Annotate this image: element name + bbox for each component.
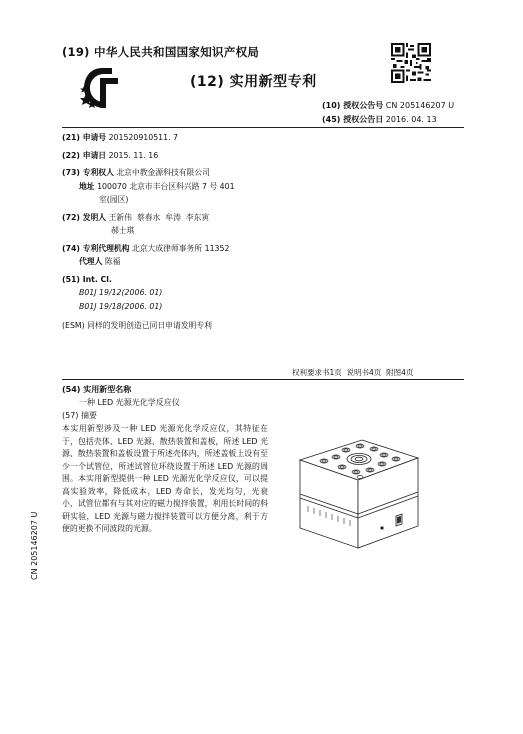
application-number: 201520910511. 7: [108, 133, 179, 142]
pub-date: 2016. 04. 13: [385, 115, 437, 124]
intcl-row: [62, 273, 462, 314]
agency-label: (74) 专利代理机构: [62, 243, 130, 253]
owner-label: (73) 专利权人: [62, 168, 114, 177]
pub-number: CN 205146207 U: [385, 101, 455, 110]
side-patent-number: CN 205146207 U: [30, 511, 39, 580]
title-label: (54) 实用新型名称: [62, 385, 132, 394]
utility-model-title: 一种 LED 光源光化学反应仪: [79, 398, 180, 407]
owner-name: 北京中教金源科技有限公司: [116, 168, 210, 177]
page-counts: 权利要求书1页 说明书4页 附图4页: [292, 368, 414, 377]
agent-label: 代理人: [79, 257, 103, 266]
abstract-label: (57) 摘要: [62, 411, 97, 420]
agent-name: 陈福: [104, 257, 121, 266]
abstract-text: 本实用新型涉及一种 LED 光源光化学反应仪，其特征在于，包括壳体、LED 光源、散热装置和盖板，所述 LED 光源、散热装置和盖板设置于所述壳体内，所述盖板上设有至少一个试管位，所述试管位环绕设置于所述 LED 光源的周围。本实用新型提供一种 LED 光源光化学反应仪，可以提高实验效率，降低成本，LED 寿命长，发光均匀，光衰小，试管位都有与其对应的磁力搅拌装置，利用长时间的科研实验，LED 光源与磁力搅拌装置可以方便分离，利于方便的更换不同波段的光源。: [62, 424, 268, 533]
esm-note: (ESM) 同样的发明创造已同日申请发明专利: [62, 321, 212, 330]
application-date: 2015. 11. 16: [108, 150, 159, 160]
inventor-label: (72) 发明人: [62, 212, 107, 222]
reactor-drawing: [296, 432, 422, 550]
application-number-row: [62, 131, 462, 145]
qr-code-icon: [391, 43, 431, 83]
document-type: (12) 实用新型专利: [190, 74, 317, 90]
intcl-item-2: B01J 19/18(2006. 01): [79, 301, 163, 311]
application-date-row: [62, 149, 462, 163]
agency-name: 北京大成律师事务所 11352: [131, 243, 230, 253]
utility-model-title-section: [62, 383, 180, 409]
application-number-label: (21) 申请号: [62, 133, 107, 142]
address-line-2: 室(园区): [99, 195, 129, 204]
owner-row: [62, 166, 462, 207]
intcl-item-1: B01J 19/12(2006. 01): [79, 288, 163, 297]
publication-info: [322, 99, 454, 127]
bibliographic-data: [62, 131, 462, 337]
pub-number-label: (10) 授权公告号: [322, 101, 384, 110]
intcl-label: (51) Int. Cl.: [62, 274, 112, 284]
address-label: 地址: [79, 181, 95, 191]
divider-middle: [62, 379, 464, 380]
inventor-row: [62, 211, 462, 238]
sipo-logo-icon: [78, 64, 126, 112]
inventors-line-1: 王新伟 蔡春水 牟涛 李东寅: [108, 212, 210, 222]
application-date-label: (22) 申请日: [62, 150, 107, 160]
address-line-1: 100070 北京市丰台区科兴路 7 号 401: [97, 181, 235, 191]
divider-top: [62, 127, 464, 128]
inventors-line-2: 郝士琪: [111, 226, 135, 235]
office-name: (19) 中华人民共和国国家知识产权局: [62, 45, 260, 59]
agency-row: [62, 242, 462, 269]
pub-date-label: (45) 授权公告日: [322, 115, 384, 124]
